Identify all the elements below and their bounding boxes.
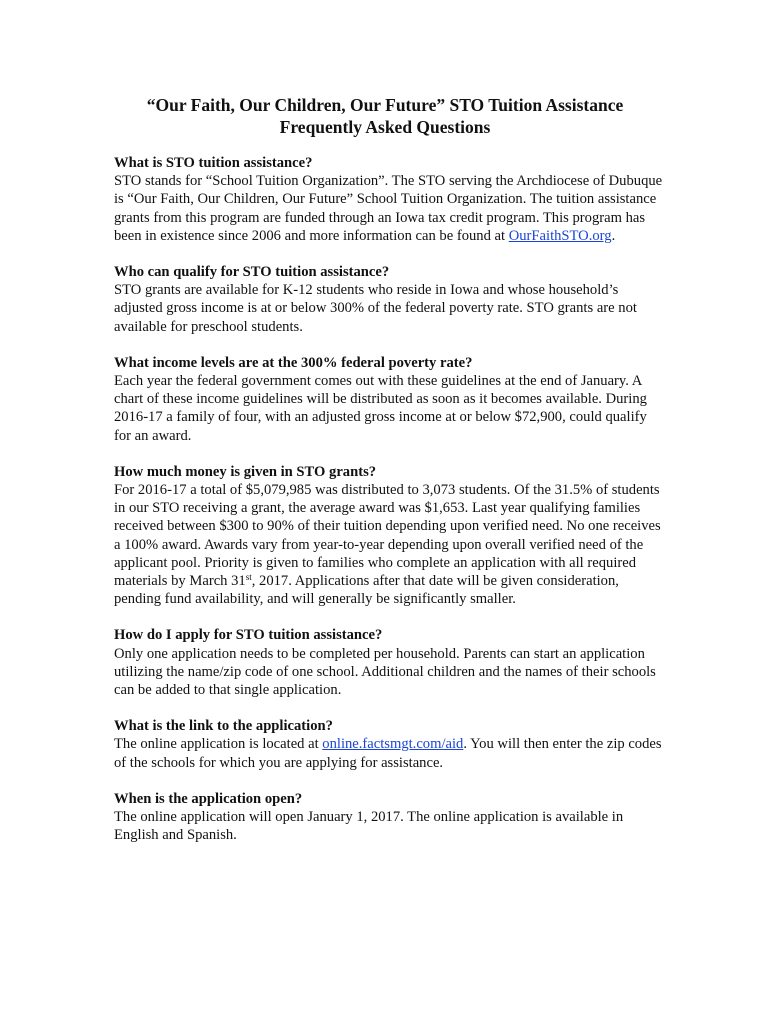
faq-answer-text-end: . bbox=[611, 227, 616, 244]
faq-item-application-link bbox=[114, 717, 664, 772]
faq-question: Who can qualify for STO tuition assistance? bbox=[114, 264, 390, 281]
application-link[interactable]: online.factsmgt.com/aid bbox=[322, 736, 464, 753]
faq-answer-text-end: . You will then enter the zip codes of the schools for which you are applying for assistance. bbox=[114, 736, 662, 771]
faq-question: What is the link to the application? bbox=[114, 718, 333, 735]
title-line-2: Frequently Asked Questions bbox=[279, 117, 491, 137]
title-line-1: “Our Faith, Our Children, Our Future” STO Tuition Assistance bbox=[146, 95, 624, 115]
faq-item-income-levels bbox=[114, 354, 664, 445]
faq-item-who-qualifies bbox=[114, 263, 664, 336]
faq-question: What income levels are at the 300% federal poverty rate? bbox=[114, 354, 473, 371]
faq-answer: The online application will open January 1, 2017. The online application is available in English and Spanish. bbox=[114, 809, 624, 844]
faq-answer: STO grants are available for K-12 students who reside in Iowa and whose household’s adjusted gross income is at or below 300% of the federal poverty rate. STO grants are not available for preschool students. bbox=[114, 282, 637, 335]
faq-question: What is STO tuition assistance? bbox=[114, 155, 313, 171]
faq-question: How much money is given in STO grants? bbox=[114, 463, 377, 480]
faq-answer-text: For 2016-17 a total of $5,079,985 was distributed to 3,073 students. Of the 31.5% of students in our STO receiving a grant, the average award was $1,653. Last year qualifying families received between $300 to 90% of their tuition depending upon verified need. No one receives a 100% award. Awards vary from year-to-year depending upon overall verified need of the applicant pool. Priority is given to families who complete an application with all required materials by March 31 bbox=[114, 482, 661, 590]
faq-answer-text-end: , 2017. Applications after that date will be given consideration, pending fund availability, and will generally be significantly smaller. bbox=[114, 573, 619, 608]
faq-list bbox=[114, 154, 664, 863]
faq-answer: Only one application needs to be completed per household. Parents can start an application utilizing the name/zip code of one school. Additional children and the names of their schools can be added to that single application. bbox=[114, 645, 656, 699]
ourfaithsto-link[interactable]: OurFaithSTO.org bbox=[508, 227, 612, 244]
faq-answer bbox=[114, 481, 664, 608]
faq-answer-text: The online application is located at bbox=[114, 736, 323, 753]
faq-answer bbox=[114, 735, 664, 771]
faq-answer-text: STO stands for “School Tuition Organization”. The STO serving the Archdiocese of Dubuque is “Our Faith, Our Children, Our Future” School Tuition Organization. The tuition assistance grants from this program are funded through an Iowa tax credit program. This program has been in existence since 2006 and more information can be found at bbox=[114, 173, 663, 244]
faq-item-grant-amounts bbox=[114, 463, 664, 609]
faq-item-application-open bbox=[114, 790, 664, 845]
ordinal-suffix: st bbox=[245, 572, 252, 583]
document-title bbox=[80, 94, 690, 138]
faq-answer: Each year the federal government comes out with these guidelines at the end of January. A chart of these income guidelines will be distributed as soon as it becomes available. During 2016-17 a family of four, with an adjusted gross income at or below $72,900, could qualify for an award. bbox=[114, 373, 647, 444]
faq-question: How do I apply for STO tuition assistance? bbox=[114, 627, 383, 644]
faq-item-how-to-apply bbox=[114, 626, 664, 699]
faq-answer bbox=[114, 172, 664, 245]
faq-question: When is the application open? bbox=[114, 790, 303, 807]
faq-item-what-is-sto bbox=[114, 154, 664, 245]
